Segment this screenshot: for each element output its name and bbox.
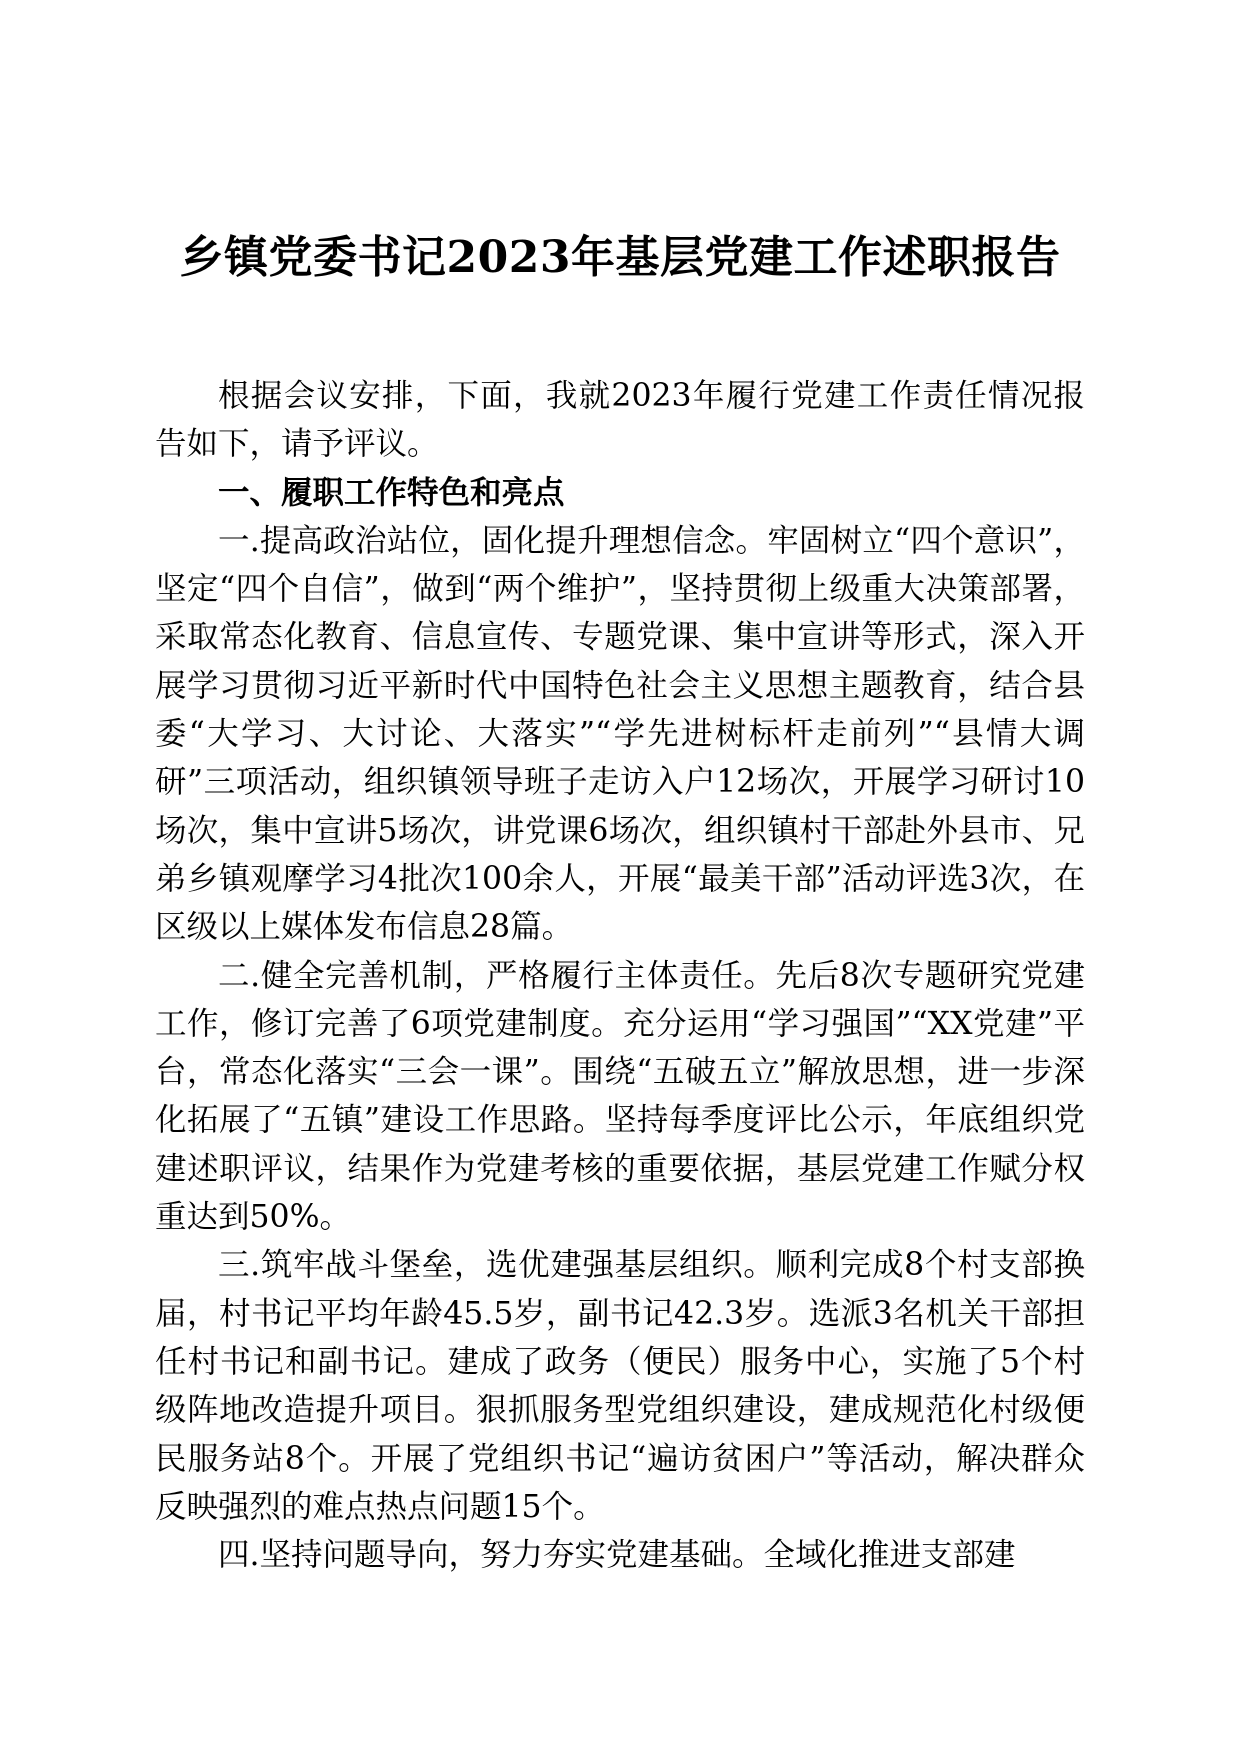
paragraph-3: 三.筑牢战斗堡垒，选优建强基层组织。顺利完成8个村支部换届，村书记平均年龄45.5岁，副书记42.3岁。选派3名机关干部担任村书记和副书记。建成了政务（便民）服务中心，实施了5个村级阵地改造提升项目。狠抓服务型党组织建设，建成规范化村级便民服务站8个。开展了党组织书记“遍访贫困户”等活动，解决群众反映强烈的难点热点问题15个。 xyxy=(155,1247,1085,1525)
paragraph-1: 一.提高政治站位，固化提升理想信念。牢固树立“四个意识”，坚定“四个自信”，做到“两个维护”，坚持贯彻上级重大决策部署，采取常态化教育、信息宣传、专题党课、集中宣讲等形式，深入开展学习贯彻习近平新时代中国特色社会主义思想主题教育，结合县委“大学习、大讨论、大落实”“学先进树标杆走前列”“县情大调研”三项活动，组织镇领导班子走访入户12场次，开展学习研讨10场次，集中宣讲5场次，讲党课6场次，组织镇村干部赴外县市、兄弟乡镇观摩学习4批次100余人，开展“最美干部”活动评选3次，在区级以上媒体发布信息28篇。 xyxy=(155,522,1085,946)
document-title: 乡镇党委书记2023年基层党建工作述职报告 xyxy=(179,232,1061,283)
document-body xyxy=(155,372,1085,1579)
intro-paragraph: 根据会议安排，下面，我就2023年履行党建工作责任情况报告如下，请予评议。 xyxy=(155,378,1085,463)
paragraph-2: 二.健全完善机制，严格履行主体责任。先后8次专题研究党建工作，修订完善了6项党建制度。充分运用“学习强国”“XX党建”平台，常态化落实“三会一课”。围绕“五破五立”解放思想，进一步深化拓展了“五镇”建设工作思路。坚持每季度评比公示，年底组织党建述职评议，结果作为党建考核的重要依据，基层党建工作赋分权重达到50%。 xyxy=(155,957,1085,1236)
section-heading: 一、履职工作特色和亮点 xyxy=(218,473,565,511)
paragraph-4: 四.坚持问题导向，努力夯实党建基础。全域化推进支部建 xyxy=(218,1537,1016,1574)
